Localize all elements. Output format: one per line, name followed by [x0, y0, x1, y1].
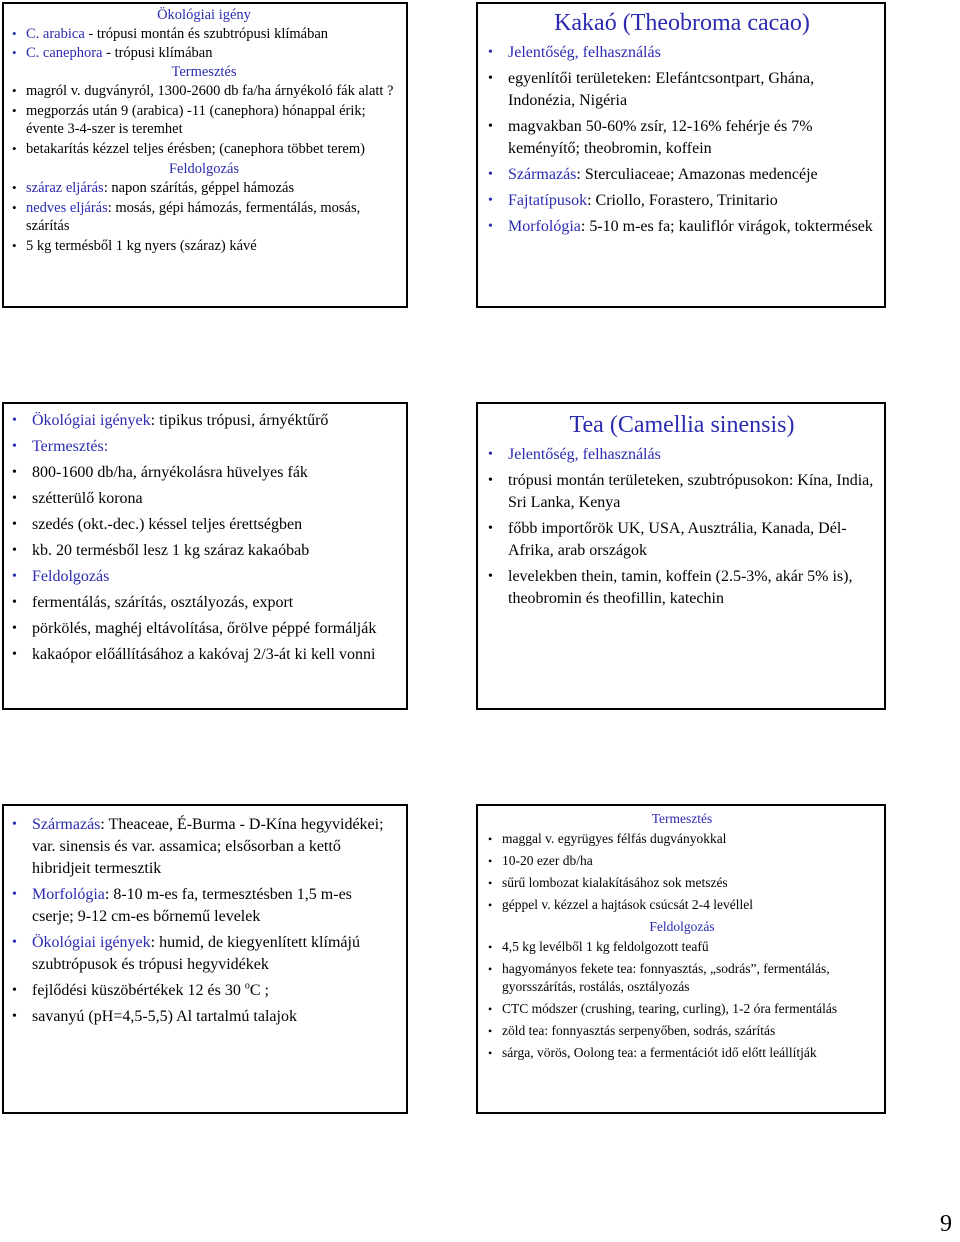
bullet-icon: • — [12, 647, 17, 662]
list-item: • Fajtatípusok: Criollo, Forastero, Trinitario — [488, 190, 876, 212]
bullet-icon: • — [12, 543, 17, 558]
tea-list — [488, 444, 876, 610]
tea-cultivation-list — [488, 830, 876, 914]
list-item: • maggal v. egyrügyes félfás dugványokkal — [488, 831, 727, 846]
bullet-icon: • — [488, 962, 493, 976]
list-item: • savanyú (pH=4,5-5,5) Al tartalmú talajok — [12, 1006, 396, 1028]
bullet-icon: • — [12, 621, 17, 636]
list-item: • géppel v. kézzel a hajtások csúcsát 2-4 levéllel — [488, 897, 754, 912]
list-item: • magról v. dugványról, 1300-2600 db fa/ha árnyékoló fák alatt ? — [12, 83, 394, 99]
slide-tea-cultivation — [476, 804, 886, 1114]
list-item: • fermentálás, szárítás, osztályozás, export — [12, 592, 396, 614]
list-item: • Ökológiai igények: humid, de kiegyenlített klímájú szubtrópusok és trópusi hegyvidékek — [12, 934, 360, 973]
bullet-icon: • — [12, 200, 17, 215]
bullet-icon: • — [12, 439, 17, 454]
ecology-list — [12, 25, 396, 62]
list-item: • 5 kg termésből 1 kg nyers (száraz) kávé — [12, 238, 257, 254]
bullet-icon: • — [488, 1024, 493, 1038]
bullet-icon: • — [12, 569, 17, 584]
bullet-icon: • — [12, 45, 17, 60]
heading-processing: Feldolgozás — [649, 919, 715, 934]
bullet-icon: • — [488, 898, 493, 912]
list-item: • 4,5 kg levélből 1 kg feldolgozott teafű — [488, 939, 709, 954]
heading-ecology: Ökológiai igény — [157, 7, 251, 23]
bullet-icon: • — [488, 521, 493, 536]
bullet-icon: • — [12, 517, 17, 532]
list-item: • Származás: Sterculiaceae; Amazonas medencéje — [488, 164, 876, 186]
bullet-icon: • — [488, 1046, 493, 1060]
list-item: • betakarítás kézzel teljes érésben; (canephora többet terem) — [12, 141, 365, 157]
list-item: • kb. 20 termésből lesz 1 kg száraz kakaóbab — [12, 540, 396, 562]
bullet-icon: • — [488, 447, 493, 462]
list-item: • Jelentőség, felhasználás — [488, 42, 876, 64]
heading-cultivation: Termesztés — [651, 811, 713, 826]
bullet-icon: • — [488, 219, 493, 234]
slide-tea-origin — [2, 804, 408, 1114]
slide-cocoa — [476, 2, 886, 308]
list-item: • Morfológia: 5-10 m-es fa; kauliflór virágok, toktermések — [488, 216, 876, 238]
bullet-icon: • — [12, 983, 17, 998]
list-item: • CTC módszer (crushing, tearing, curling), 1-2 óra fermentálás — [488, 1001, 838, 1016]
list-item: • levelekben thein, tamin, koffein (2.5-3%, akár 5% is), theobromin és theofillin, katechin — [488, 568, 853, 607]
list-item: • sárga, vörös, Oolong tea: a fermentációt idő előtt leállítják — [488, 1045, 817, 1060]
cocoa-list — [488, 42, 876, 238]
bullet-icon: • — [12, 1009, 17, 1024]
list-item: • zöld tea: fonnyasztás serpenyőben, sodrás, szárítás — [488, 1023, 776, 1038]
list-item: • Termesztés: — [12, 436, 396, 458]
list-item: • szedés (okt.-dec.) késsel teljes érettségben — [12, 514, 396, 536]
list-item: • Jelentőség, felhasználás — [488, 444, 876, 466]
bullet-icon: • — [488, 193, 493, 208]
bullet-icon: • — [488, 854, 493, 868]
cultivation-list — [12, 82, 396, 158]
list-item: • hagyományos fekete tea: fonnyasztás, „sodrás”, fermentálás, gyorsszárítás, rostálás, osztályozás — [488, 961, 830, 994]
list-item: • C. arabica - trópusi montán és szubtrópusi klímában — [12, 26, 329, 42]
list-item: • fejlődési küszöbértékek 12 és 30 $^o$C ; — [12, 980, 396, 1002]
list-item: • C. canephora - trópusi klímában — [12, 45, 213, 61]
tea-origin-list — [12, 814, 396, 1028]
list-item: • Morfológia: 8-10 m-es fa, termesztésben 1,5 m-es cserje; 9-12 cm-es bőrnemű levelek — [12, 886, 352, 925]
list-item: • kakaópor előállításához a kakóvaj 2/3-át ki kell vonni — [12, 644, 396, 666]
slide-coffee — [2, 2, 408, 308]
processing-list — [12, 179, 396, 255]
bullet-icon: • — [488, 167, 493, 182]
bullet-icon: • — [12, 465, 17, 480]
bullet-icon: • — [488, 832, 493, 846]
list-item: • magvakban 50-60% zsír, 12-16% fehérje és 7% keményítő; theobromin, koffein — [488, 118, 813, 157]
list-item: • Feldolgozás — [12, 566, 396, 588]
bullet-icon: • — [12, 238, 17, 253]
slide-cocoa-cultivation — [2, 402, 408, 710]
bullet-icon: • — [488, 71, 493, 86]
bullet-icon: • — [488, 876, 493, 890]
bullet-icon: • — [488, 940, 493, 954]
bullet-icon: • — [488, 569, 493, 584]
bullet-icon: • — [488, 1002, 493, 1016]
slide-tea — [476, 402, 886, 710]
list-item: • Ökológiai igények: tipikus trópusi, árnyéktűrő — [12, 410, 396, 432]
cocoa-cultivation-list — [12, 410, 396, 666]
list-item: • Származás: Theaceae, É-Burma - D-Kína hegyvidékei; var. sinensis és var. assamica; elsősorban a kettő hibridjeit termesztik — [12, 816, 384, 877]
tea-processing-list — [488, 938, 876, 1062]
heading-cultivation: Termesztés — [171, 64, 237, 80]
bullet-icon: • — [12, 141, 17, 156]
list-item: • megporzás után 9 (arabica) -11 (canephora) hónappal érik; évente 3-4-szer is teremhet — [12, 103, 366, 137]
list-item: • főbb importőrök UK, USA, Ausztrália, Kanada, Dél-Afrika, arab országok — [488, 520, 847, 559]
bullet-icon: • — [12, 491, 17, 506]
list-item: • egyenlítői területeken: Elefántcsontpart, Ghána, Indonézia, Nigéria — [488, 70, 815, 109]
list-item: • nedves eljárás: mosás, gépi hámozás, fermentálás, mosás, szárítás — [12, 200, 361, 234]
list-item: • pörkölés, maghéj eltávolítása, őrölve péppé formálják — [12, 618, 396, 640]
list-item: • sűrű lombozat kialakításához sok metszés — [488, 875, 728, 890]
slide-title: Kakaó (Theobroma cacao) — [554, 10, 810, 36]
bullet-icon: • — [12, 26, 17, 41]
bullet-icon: • — [12, 935, 17, 950]
bullet-icon: • — [12, 103, 17, 118]
bullet-icon: • — [12, 83, 17, 98]
list-item: • 800-1600 db/ha, árnyékolásra hüvelyes fák — [12, 462, 396, 484]
bullet-icon: • — [488, 119, 493, 134]
slide-title: Tea (Camellia sinensis) — [569, 412, 795, 438]
bullet-icon: • — [12, 817, 17, 832]
page-number: 9 — [940, 1211, 952, 1237]
bullet-icon: • — [12, 887, 17, 902]
list-item: • trópusi montán területeken, szubtrópusokon: Kína, India, Sri Lanka, Kenya — [488, 472, 874, 511]
bullet-icon: • — [12, 413, 17, 428]
list-item: • szétterülő korona — [12, 488, 396, 510]
bullet-icon: • — [488, 45, 493, 60]
bullet-icon: • — [12, 595, 17, 610]
bullet-icon: • — [12, 180, 17, 195]
list-item: • 10-20 ezer db/ha — [488, 853, 593, 868]
list-item: • száraz eljárás: napon szárítás, géppel hámozás — [12, 180, 295, 196]
heading-processing: Feldolgozás — [168, 161, 240, 177]
bullet-icon: • — [488, 473, 493, 488]
